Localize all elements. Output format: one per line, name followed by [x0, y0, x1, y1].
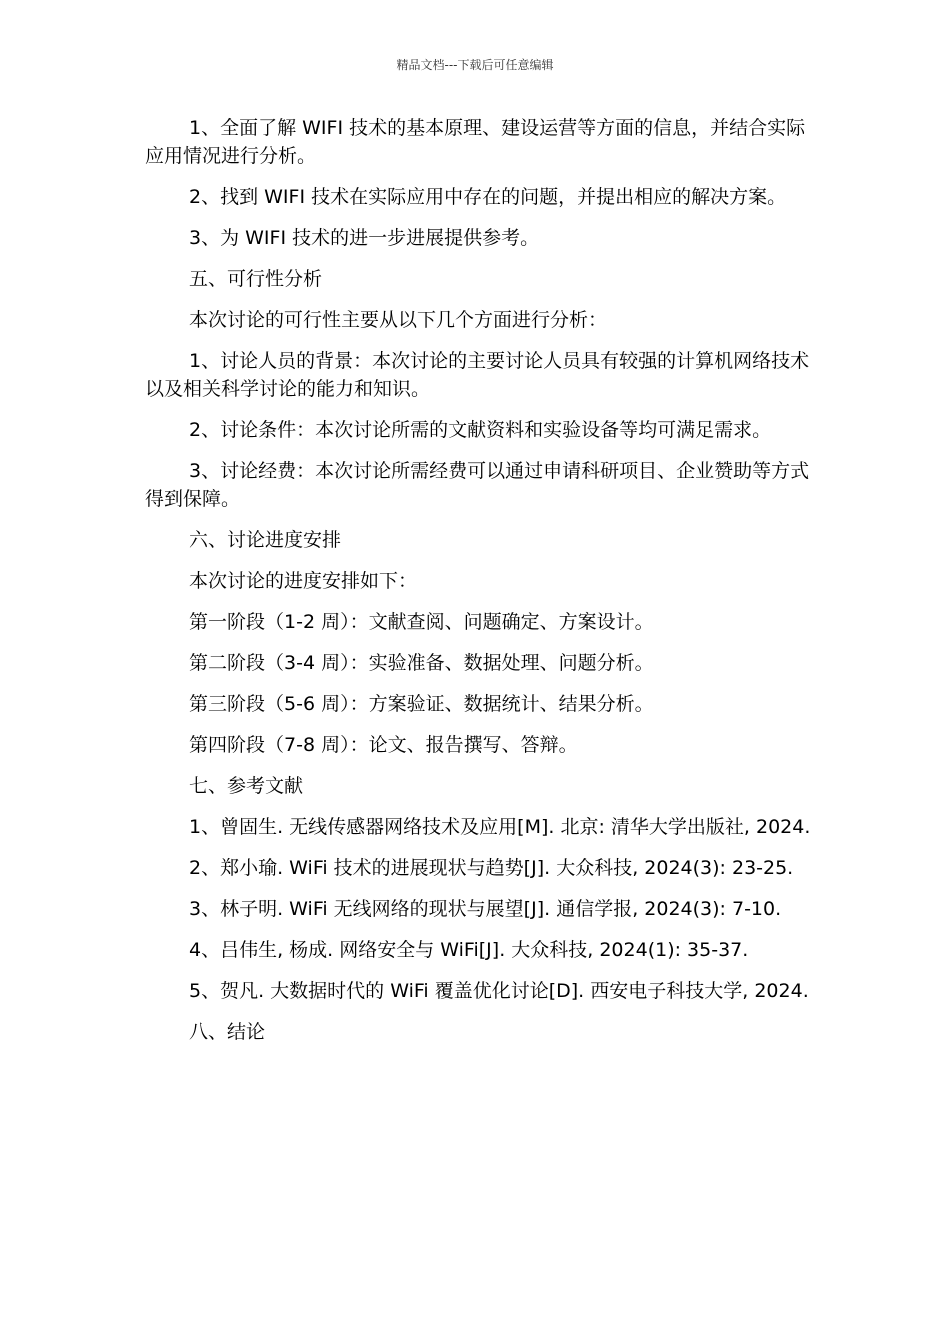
feasibility-intro: 本次讨论的可行性主要从以下几个方面进行分析： — [189, 309, 608, 331]
schedule-stage-3: 第三阶段（5-6 周）：方案验证、数据统计、结果分析。 — [189, 693, 654, 715]
reference-item-3: 3、林子明. WiFi 无线网络的现状与展望[J]. 通信学报, 2024(3): 7-10. — [189, 898, 782, 920]
feasibility-item-2: 2、讨论条件：本次讨论所需的文献资料和实验设备等均可满足需求。 — [189, 419, 772, 441]
schedule-intro: 本次讨论的进度安排如下： — [189, 570, 418, 592]
section-heading-conclusion: 八、结论 — [189, 1021, 266, 1043]
goal-item-2: 2、找到 WIFI 技术在实际应用中存在的问题，并提出相应的解决方案。 — [189, 186, 787, 208]
reference-item-2: 2、郑小瑜. WiFi 技术的进展现状与趋势[J]. 大众科技, 2024(3): 23-25. — [189, 857, 794, 879]
reference-item-1: 1、曾固生. 无线传感器网络技术及应用[M]. 北京: 清华大学出版社, 2024. — [189, 816, 811, 838]
goal-item-1: 1、全面了解 WIFI 技术的基本原理、建设运营等方面的信息，并结合实际应用情况进行分析。 — [145, 117, 806, 167]
reference-item-5: 5、贺凡. 大数据时代的 WiFi 覆盖优化讨论[D]. 西安电子科技大学, 2024. — [189, 980, 809, 1002]
section-heading-feasibility: 五、可行性分析 — [189, 268, 323, 290]
section-heading-references: 七、参考文献 — [189, 775, 304, 797]
document-body — [145, 114, 817, 1059]
reference-item-4: 4、吕伟生, 杨成. 网络安全与 WiFi[J]. 大众科技, 2024(1): 35-37. — [189, 939, 749, 961]
feasibility-item-3: 3、讨论经费：本次讨论所需经费可以通过申请科研项目、企业赞助等方式得到保障。 — [145, 460, 810, 510]
schedule-stage-4: 第四阶段（7-8 周）：论文、报告撰写、答辩。 — [189, 734, 578, 756]
section-heading-schedule: 六、讨论进度安排 — [189, 529, 342, 551]
page-header: 精品文档---下载后可任意编辑 — [396, 58, 554, 72]
schedule-stage-2: 第二阶段（3-4 周）：实验准备、数据处理、问题分析。 — [189, 652, 654, 674]
schedule-stage-1: 第一阶段（1-2 周）：文献查阅、问题确定、方案设计。 — [189, 611, 654, 633]
feasibility-item-1: 1、讨论人员的背景：本次讨论的主要讨论人员具有较强的计算机网络技术以及相关科学讨论的能力和知识。 — [145, 350, 810, 400]
goal-item-3: 3、为 WIFI 技术的进一步进展提供参考。 — [189, 227, 540, 249]
